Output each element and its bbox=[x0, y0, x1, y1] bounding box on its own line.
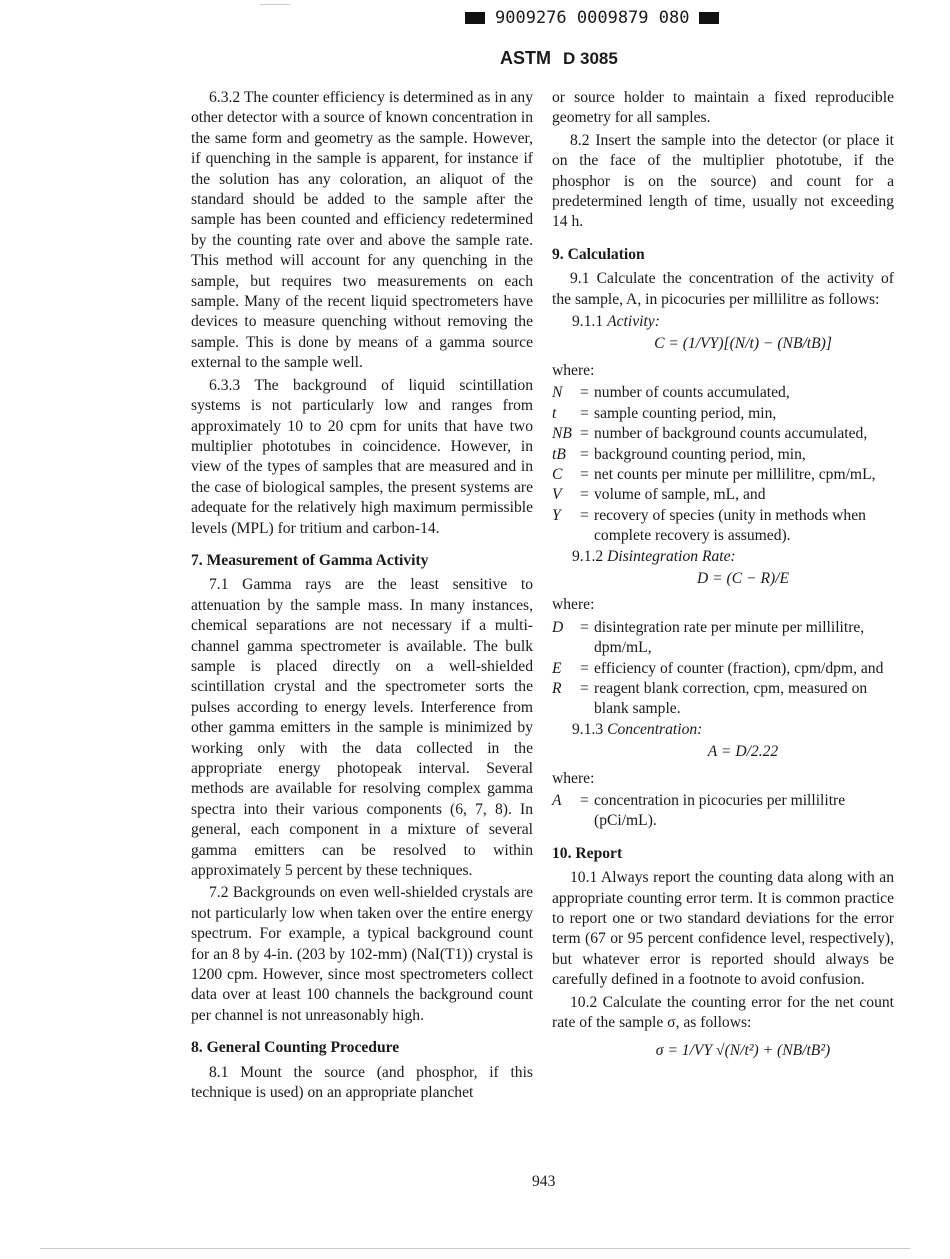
barcode-line bbox=[465, 8, 719, 28]
astm-logo: ASTM bbox=[500, 48, 551, 68]
definition-item bbox=[552, 485, 894, 505]
subsection-9-1-1 bbox=[552, 312, 894, 332]
definition-text: sample counting period, min, bbox=[594, 404, 777, 422]
equals-sign: = bbox=[580, 465, 589, 483]
paragraph-7-1: 7.1 Gamma rays are the least sensitive to attenuation by the sample mass. In many instances, chemical separations are not necessary if a multi-channel gamma spectrometer is available. The bulk sample is placed directly on a well-shielded scintillation crystal and the spectrometer sorts the pulses according to energy levels. Interference from other gamma emitters in the sample is minimized by working only with the data collected in the appropriate energy photopeak interval. Several methods are available for resolving complex gamma spectra into their various components (6, 7, 8). In general, each component in a mixture of several gamma emitters can be resolved to within approximately 5 percent by these techniques. bbox=[191, 576, 533, 880]
definition-symbol: R bbox=[552, 679, 562, 697]
bottom-scan-edge bbox=[40, 1248, 910, 1249]
subsection-9-1-2 bbox=[552, 547, 894, 567]
definition-item bbox=[552, 424, 894, 444]
barcode-block-right bbox=[699, 12, 719, 24]
definitions-concentration bbox=[552, 791, 894, 832]
definition-symbol: N bbox=[552, 384, 563, 402]
paragraph-10-2: 10.2 Calculate the counting error for the net count rate of the sample σ, as follows: bbox=[552, 993, 894, 1032]
equals-sign: = bbox=[580, 384, 589, 402]
left-column bbox=[191, 88, 533, 1106]
top-scan-mark bbox=[260, 4, 290, 5]
where-label: where: bbox=[552, 769, 595, 787]
definition-symbol: D bbox=[552, 618, 564, 636]
paragraph-6-3-3: 6.3.3 The background of liquid scintillation systems is not particularly low and ranges from approximately 10 to 20 cpm for units that have two multiplier phototubes in coincidence. However, in view of the types of samples that are measured and in the case of biological samples, the present systems are adequate for the relatively high maximum permissible levels (MPL) for tritium and carbon-14. bbox=[191, 376, 533, 537]
definition-item bbox=[552, 618, 894, 659]
equals-sign: = bbox=[580, 659, 589, 677]
equals-sign: = bbox=[580, 404, 589, 422]
definition-symbol: A bbox=[552, 792, 562, 809]
paragraph-9-1: 9.1 Calculate the concentration of the activity of the sample, A, in picocuries per millilitre as follows: bbox=[552, 270, 894, 308]
definition-symbol: C bbox=[552, 465, 563, 483]
paragraph-8-1: 8.1 Mount the source (and phosphor, if this technique is used) on an appropriate planchet bbox=[191, 1063, 533, 1102]
where-label: where: bbox=[552, 596, 595, 614]
subsection-number: 9.1.3 bbox=[572, 720, 604, 738]
subsection-title: Activity: bbox=[607, 313, 660, 331]
definition-symbol: tB bbox=[552, 445, 566, 463]
definition-symbol: V bbox=[552, 486, 562, 504]
definition-text: concentration in picocuries per millilitre (pCi/mL). bbox=[594, 792, 846, 830]
definition-text: volume of sample, mL, and bbox=[594, 486, 766, 504]
page-number: 943 bbox=[532, 1173, 556, 1190]
equals-sign: = bbox=[580, 679, 589, 697]
definition-text: background counting period, min, bbox=[594, 445, 806, 463]
definition-item bbox=[552, 383, 894, 403]
definition-item bbox=[552, 679, 894, 720]
equals-sign: = bbox=[580, 425, 589, 443]
equation-concentration: A = D/2.22 bbox=[707, 743, 779, 761]
definition-text: net counts per minute per millilitre, cpm/mL, bbox=[594, 465, 876, 483]
heading-section-7: 7. Measurement of Gamma Activity bbox=[191, 551, 429, 569]
definition-symbol: NB bbox=[552, 425, 572, 443]
designation: D 3085 bbox=[563, 48, 618, 68]
subsection-title: Disintegration Rate: bbox=[607, 547, 736, 565]
subsection-number: 9.1.2 bbox=[572, 547, 604, 565]
definition-symbol: Y bbox=[552, 506, 561, 524]
definition-text: reagent blank correction, cpm, measured on blank sample. bbox=[594, 679, 868, 718]
subsection-title: Concentration: bbox=[607, 720, 703, 738]
paragraph-8-1-continued: or source holder to maintain a fixed reproducible geometry for all samples. bbox=[552, 89, 894, 127]
definition-item bbox=[552, 465, 894, 485]
equals-sign: = bbox=[580, 506, 589, 524]
definition-item bbox=[552, 659, 894, 679]
barcode-block-left bbox=[465, 12, 485, 24]
barcode-text: 9009276 0009879 080 bbox=[495, 8, 690, 28]
heading-section-8: 8. General Counting Procedure bbox=[191, 1039, 400, 1057]
definition-text: number of background counts accumulated, bbox=[594, 425, 868, 443]
definition-item bbox=[552, 506, 894, 547]
heading-section-9: 9. Calculation bbox=[552, 245, 645, 263]
equals-sign: = bbox=[580, 792, 589, 809]
equation-counting-error: σ = 1/VY √(N/t²) + (NB/tB²) bbox=[655, 1042, 831, 1060]
definitions-activity bbox=[552, 383, 894, 546]
heading-section-10: 10. Report bbox=[552, 844, 623, 862]
definition-text: number of counts accumulated, bbox=[594, 384, 790, 402]
definitions-disintegration bbox=[552, 618, 894, 720]
paragraph-6-3-2: 6.3.2 The counter efficiency is determined as in any other detector with a source of known concentration in the same form and geometry as the sample. However, if quenching in the sample is apparent, for instance if the solution has any coloration, an aliquot of the standard should be added to the sample after the sample has been counted and efficiency redetermined by the counting rate over and above the sample rate. This method will account for any quenching in the sample, but requires two measurements on each sample. Many of the recent liquid spectrometers have devices to measure quenching without removing the sample. This is done by means of a gamma source external to the sample well. bbox=[191, 89, 533, 372]
document-header bbox=[500, 48, 618, 69]
definition-item bbox=[552, 404, 894, 424]
definition-text: recovery of species (unity in methods when complete recovery is assumed). bbox=[594, 506, 866, 545]
equation-activity: C = (1/VY)[(N/t) − (NB/tB)] bbox=[654, 335, 832, 353]
paragraph-10-1: 10.1 Always report the counting data along with an appropriate counting error term. It is common practice to report one or two standard deviations for the error term (67 or 95 percent confidence level, respectively), but whatever error is reported should always be carefully defined in a footnote to avoid confusion. bbox=[552, 869, 894, 989]
right-column bbox=[552, 88, 894, 1068]
paragraph-7-2: 7.2 Backgrounds on even well-shielded crystals are not particularly low when taken over the entire energy spectrum. For example, a typical background count for an 8 by 4-in. (203 by 102-mm) (NaI(T1)) crystal is 1200 cpm. However, since most spectrometers collect data over at least 100 channels the background count per channel is not unreasonably high. bbox=[191, 884, 533, 1024]
equation-disintegration: D = (C − R)/E bbox=[696, 569, 790, 587]
definition-item bbox=[552, 791, 894, 832]
definition-text: efficiency of counter (fraction), cpm/dpm, and bbox=[594, 659, 884, 677]
subsection-number: 9.1.1 bbox=[572, 313, 604, 331]
definition-item bbox=[552, 445, 894, 465]
paragraph-8-2: 8.2 Insert the sample into the detector (or place it on the face of the multiplier phototube, if the phosphor is on the source) and count for a predetermined length of time, usually not exceeding 14 h. bbox=[552, 131, 894, 231]
where-label: where: bbox=[552, 361, 595, 379]
equals-sign: = bbox=[580, 618, 589, 636]
definition-symbol: E bbox=[552, 659, 562, 677]
equals-sign: = bbox=[580, 486, 589, 504]
definition-symbol: t bbox=[552, 404, 557, 422]
subsection-9-1-3 bbox=[552, 720, 894, 740]
equals-sign: = bbox=[580, 445, 589, 463]
definition-text: disintegration rate per minute per millilitre, dpm/mL, bbox=[594, 618, 865, 657]
